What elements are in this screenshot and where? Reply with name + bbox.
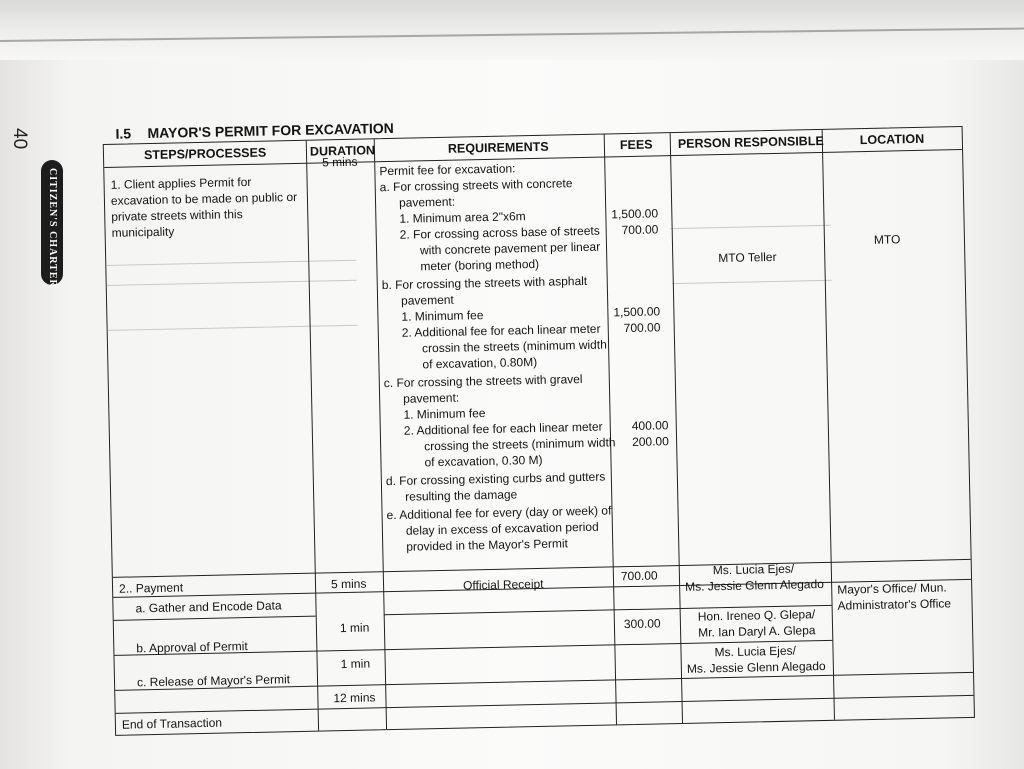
fee-c1: 400.00 — [631, 418, 669, 433]
req-b: b. For crossing the streets with asphalt — [381, 273, 588, 293]
bleed-through-line — [107, 280, 357, 286]
step-2c-person-line2: Ms. Jessie Glenn Alegado — [686, 658, 826, 676]
step-1-text: 1. Client applies Permit for excavation to be made on public or private streets within this municipality — [110, 174, 298, 240]
req-a1: 1. Minimum area 2"x6m — [399, 209, 526, 226]
req-c: c. For crossing the streets with gravel — [383, 371, 583, 391]
fee-c2: 200.00 — [631, 434, 669, 449]
end-of-transaction: End of Transaction — [121, 715, 223, 732]
step-1-duration: 5 mins — [322, 154, 358, 170]
bleed-through-line — [671, 225, 831, 229]
process-table — [103, 126, 975, 736]
step-2c-person-line1: Ms. Lucia Ejes/ — [714, 643, 797, 660]
req-a-cont: pavement: — [398, 194, 456, 210]
row-divider — [116, 695, 974, 714]
req-a2: 2. For crossing across base of streets — [399, 223, 600, 242]
step-2a-label: a. Gather and Encode Data — [135, 598, 282, 616]
document-sheet — [102, 90, 995, 748]
page-number: 40 — [9, 128, 30, 150]
step-2c-label: c. Release of Mayor's Permit — [136, 672, 291, 690]
step-2-fee: 700.00 — [620, 568, 658, 584]
req-c2: 2. Additional fee for each linear meter — [403, 419, 603, 438]
side-tab — [41, 160, 63, 288]
column-divider — [374, 139, 387, 729]
header-steps: STEPS/PROCESSES — [143, 145, 267, 163]
req-d: d. For crossing existing curbs and gutters — [385, 469, 606, 489]
req-e-line3: provided in the Mayor's Permit — [406, 536, 569, 554]
step-2-duration: 5 mins — [330, 576, 367, 592]
step-2-person-line2: Ms. Jessie Glenn Alegado — [685, 576, 825, 594]
column-divider — [822, 130, 835, 720]
header-fees: FEES — [619, 137, 653, 153]
step-2a-duration: 1 min — [339, 620, 370, 636]
req-a: a. For crossing streets with concrete — [379, 176, 573, 195]
req-a2-line3: meter (boring method) — [420, 256, 540, 274]
req-e-line2: delay in excess of excavation period — [405, 519, 599, 538]
header-requirements: REQUIREMENTS — [447, 139, 549, 156]
req-b2: 2. Additional fee for each linear meter — [401, 321, 601, 340]
req-c2-line2: crossing the streets (minimum width — [424, 435, 616, 454]
step-2b-label: b. Approval of Permit — [136, 639, 248, 656]
header-person-responsible: PERSON RESPONSIBLE — [677, 133, 824, 151]
bleed-through-line — [106, 260, 356, 266]
step-2-location-line1: Mayor's Office/ Mun. — [837, 580, 947, 597]
req-intro: Permit fee for excavation: — [379, 161, 516, 179]
step-2-location-line2: Administrator's Office — [837, 596, 952, 613]
step-2b-person-line1: Hon. Ireneo Q. Glepa/ — [697, 607, 816, 624]
step-2-person-line1: Ms. Lucia Ejes/ — [712, 561, 795, 578]
total-duration: 12 mins — [333, 690, 376, 706]
step-2-requirement: Official Receipt — [462, 576, 544, 593]
fee-b1: 1,500.00 — [613, 304, 661, 320]
bleed-through-line — [672, 280, 832, 284]
req-b2-line3: of excavation, 0.80M) — [422, 354, 538, 372]
step-2b-duration: 1 min — [340, 656, 371, 672]
row-divider — [114, 616, 316, 621]
fee-a1: 1,500.00 — [611, 206, 659, 222]
fee-a2: 700.00 — [621, 222, 659, 238]
bleed-through-line — [108, 325, 358, 331]
req-c2-line3: of excavation, 0.30 M) — [424, 452, 543, 470]
step-1-person: MTO Teller — [718, 249, 777, 266]
fee-b2: 700.00 — [623, 320, 661, 336]
column-divider — [306, 141, 319, 731]
req-b1: 1. Minimum fee — [401, 308, 484, 324]
column-divider — [604, 134, 617, 724]
req-c1: 1. Minimum fee — [403, 406, 486, 422]
header-location: LOCATION — [859, 131, 925, 148]
req-e: e. Additional fee for every (day or week) of — [386, 503, 612, 523]
step-2b-fee: 300.00 — [623, 616, 661, 632]
column-divider — [670, 133, 683, 723]
step-2b-person-line2: Mr. Ian Daryl A. Glepa — [697, 623, 816, 640]
req-b-cont: pavement — [400, 292, 454, 308]
step-2-label: 2.. Payment — [118, 580, 184, 596]
section-title: MAYOR'S PERMIT FOR EXCAVATION — [147, 119, 394, 142]
req-c-cont: pavement: — [403, 390, 460, 406]
side-tab-label: CITIZEN'S CHARTER — [47, 168, 58, 288]
req-d-cont: resulting the damage — [405, 487, 518, 504]
header-duration: DURATION — [309, 143, 376, 159]
req-b2-line2: crossin the streets (minimum width — [421, 337, 607, 356]
req-a2-line2: with concrete pavement per linear — [419, 239, 601, 258]
section-number: I.5 — [115, 125, 132, 142]
step-1-location: MTO — [873, 232, 901, 247]
